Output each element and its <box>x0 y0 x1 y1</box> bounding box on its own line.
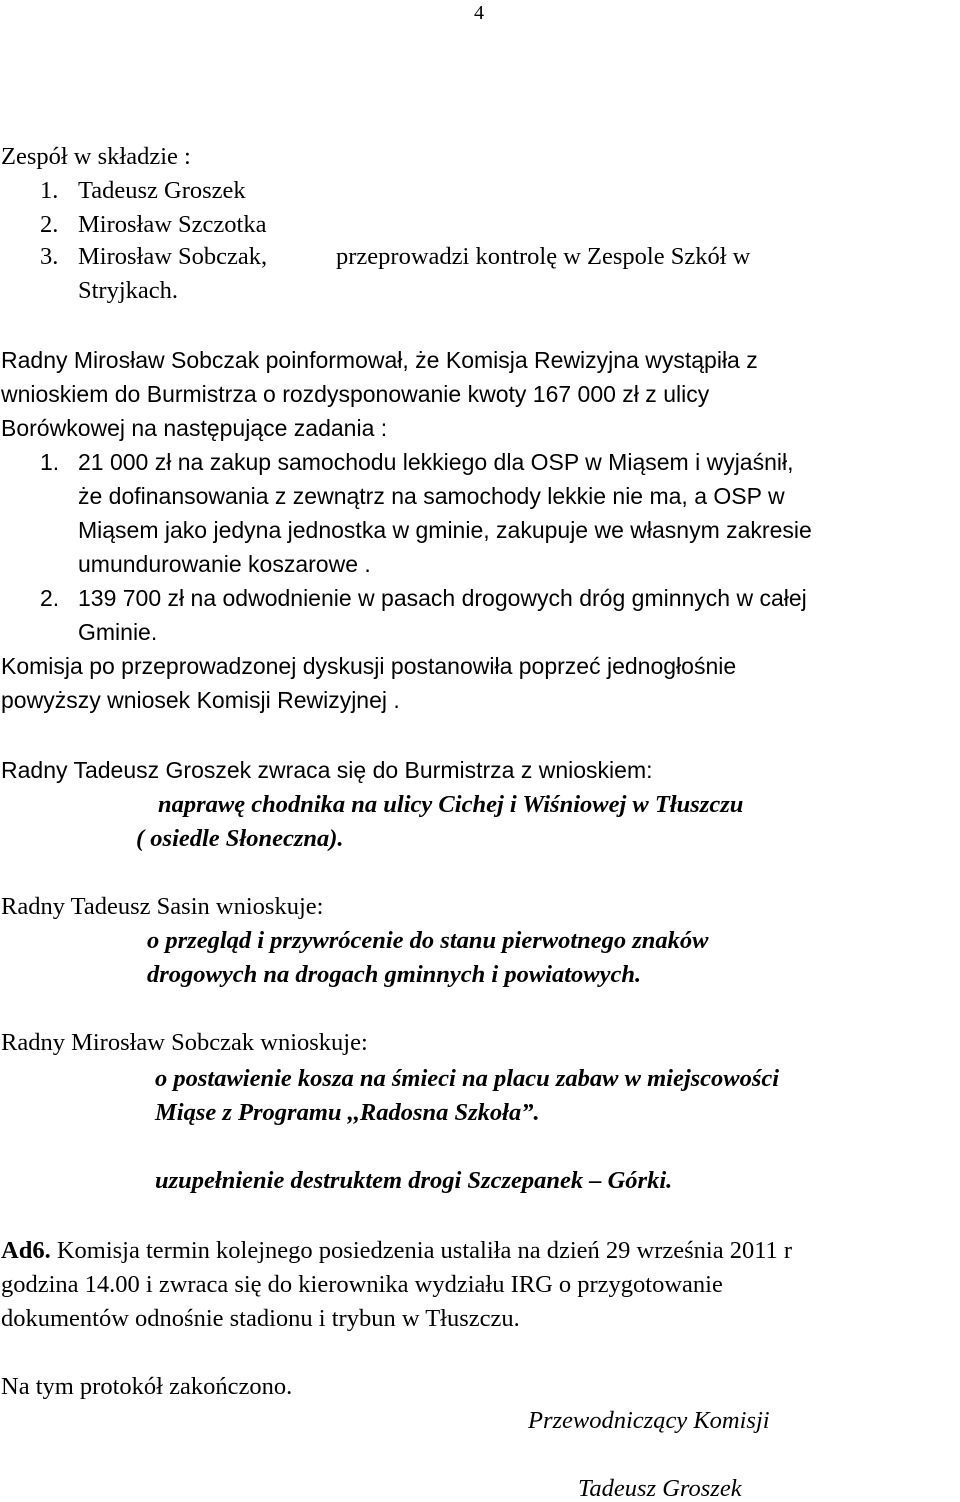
councillor-name: Radny Mirosław Sobczak <box>1 1029 255 1056</box>
ad6-line-3: dokumentów odnośnie stadionu i trybun w Tłuszczu. <box>1 1305 520 1332</box>
member-name: Mirosław Sobczak, <box>78 243 268 270</box>
sasin-request-intro <box>1 895 323 920</box>
report-item-1-line-2: że dofinansowania z zewnątrz na samochody lekkie nie ma, a OSP w <box>78 483 785 509</box>
signature-name: Tadeusz Groszek <box>578 1475 742 1502</box>
councillor-name: Radny Tadeusz Groszek <box>1 757 252 783</box>
sobczak-request-1: o postawienie kosza na śmieci na placu zabaw w miejscowości <box>155 1065 780 1092</box>
ad6-label: Ad6. <box>1 1237 51 1264</box>
sobczak-report-line-1 <box>1 349 758 374</box>
report-item-1-line-3: Miąsem jako jedyna jednostka w gminie, zakupuje we własnym zakresie <box>78 517 812 543</box>
sasin-request-2: drogowych na drogach gminnych i powiatowych. <box>147 961 642 988</box>
report-item-1-num: 1. <box>40 449 60 475</box>
sobczak-report-line-2: wnioskiem do Burmistrza o rozdysponowanie kwoty 167 000 zł z ulicy <box>1 381 710 407</box>
report-item-1-line-4: umundurowanie koszarowe . <box>78 551 371 577</box>
member-name: Tadeusz Groszek <box>78 177 246 204</box>
report-item-2-num: 2. <box>40 585 60 611</box>
sobczak-request-intro <box>1 1031 368 1056</box>
request-text: wnioskuje: <box>254 1029 368 1056</box>
councillor-name: Radny Mirosław Sobczak <box>1 347 260 373</box>
ad6-line-2: godzina 14.00 i zwraca się do kierownika wydziału IRG o przygotowanie <box>1 1271 723 1298</box>
list-number: 3. <box>40 243 59 270</box>
report-item-1-line-1: 21 000 zł na zakup samochodu lekkiego dla OSP w Miąsem i wyjaśnił, <box>78 449 794 475</box>
team-intro: Zespół w składzie : <box>1 143 191 170</box>
team-task: przeprowadzi kontrolę w Zespole Szkół w <box>336 243 751 270</box>
commission-conclusion-2: powyższy wniosek Komisji Rewizyjnej . <box>1 687 400 713</box>
list-number: 2. <box>40 211 59 238</box>
member-name: Mirosław Szczotka <box>78 211 267 238</box>
closing-statement: Na tym protokół zakończono. <box>1 1373 293 1400</box>
team-task-cont: Stryjkach. <box>78 277 179 304</box>
signature-title: Przewodniczący Komisji <box>528 1407 770 1434</box>
groszek-request-2: ( osiedle Słoneczna). <box>136 825 344 852</box>
sobczak-request-3: uzupełnienie destruktem drogi Szczepanek – Górki. <box>155 1167 673 1194</box>
page-number: 4 <box>474 2 484 24</box>
groszek-request-intro <box>1 759 653 782</box>
councillor-name: Radny Tadeusz Sasin <box>1 893 210 920</box>
request-text: wnioskuje: <box>209 893 324 920</box>
sobczak-report-line-3: Borówkowej na następujące zadania : <box>1 415 388 441</box>
sobczak-request-2: Miąse z Programu ,,Radosna Szkoła”. <box>155 1099 540 1126</box>
list-number: 1. <box>40 177 59 204</box>
request-text: zwraca się do Burmistrza z wnioskiem: <box>251 757 653 783</box>
team-member-2 <box>40 211 267 238</box>
groszek-request-1: naprawę chodnika na ulicy Cichej i Wiśniowej w Tłuszczu <box>158 791 744 818</box>
team-member-3 <box>40 243 268 270</box>
ad6-text: Komisja termin kolejnego posiedzenia ustaliła na dzień 29 września 2011 r <box>50 1237 793 1264</box>
team-member-1 <box>40 177 246 204</box>
report-item-2-line-1: 139 700 zł na odwodnienie w pasach drogowych dróg gminnych w całej <box>78 585 807 611</box>
commission-conclusion-1: Komisja po przeprowadzonej dyskusji postanowiła poprzeć jednogłośnie <box>1 653 737 679</box>
ad6-line-1 <box>1 1239 792 1264</box>
sasin-request-1: o przegląd i przywrócenie do stanu pierwotnego znaków <box>147 927 709 954</box>
report-text: poinformował, że Komisja Rewizyjna wystąpiła z <box>259 347 758 373</box>
report-item-2-line-2: Gminie. <box>78 619 158 645</box>
